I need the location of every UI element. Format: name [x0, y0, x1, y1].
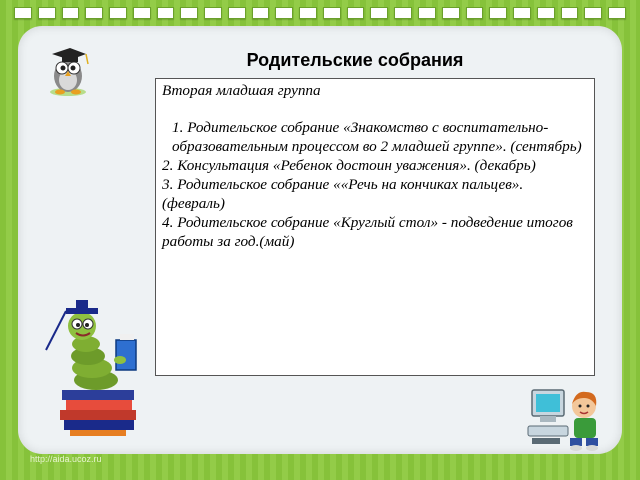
worm-books-icon: [36, 300, 156, 440]
owl-graduate-icon: [38, 40, 96, 98]
watermark: http://aida.ucoz.ru: [30, 454, 102, 464]
boy-computer-icon: [526, 382, 606, 454]
page-title: Родительские собрания: [246, 50, 464, 70]
top-border: [14, 7, 626, 19]
list-item: 4. Родительское собрание «Круглый стол» - подведение итогов работы за год.(май): [162, 214, 573, 250]
list-item: 1. Родительское собрание «Знакомство с воспитательно-образовательным процессом во 2 младшей группе». (сентябрь): [172, 119, 582, 155]
spacer: [162, 100, 588, 118]
group-heading: Вторая младшая группа: [162, 82, 321, 99]
list-item: 2. Консультация «Ребенок достоин уважения». (декабрь): [162, 157, 536, 174]
content-box: [155, 78, 595, 376]
list-item: 3. Родительское собрание ««Речь на кончиках пальцев». (февраль): [162, 176, 524, 212]
